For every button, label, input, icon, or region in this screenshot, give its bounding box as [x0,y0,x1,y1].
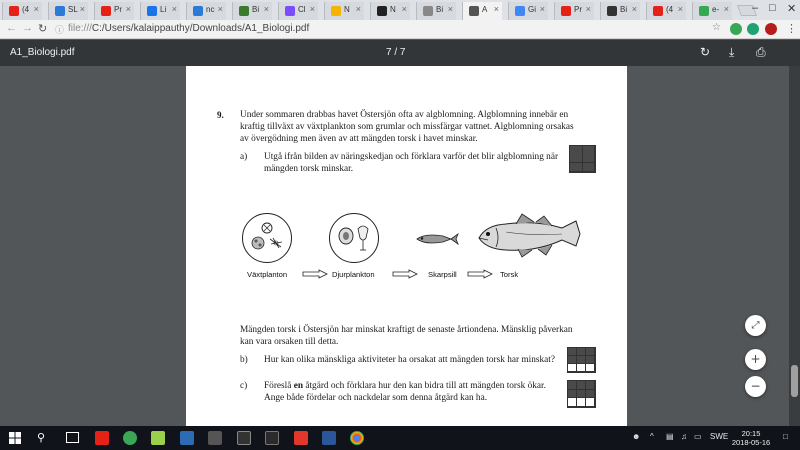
points-cell [583,146,596,163]
points-cell [577,348,586,356]
fit-page-button[interactable]: ⤢ [745,315,766,336]
tab-title: e- [712,5,720,14]
part-a-label: a) [240,152,248,162]
part-b-label: b) [240,355,248,365]
tab-favicon-icon [55,6,65,16]
tray-chevron-icon[interactable]: ^ [650,432,654,441]
points-cell [577,390,586,399]
tab-close-icon[interactable]: × [33,4,39,14]
browser-tab[interactable] [186,2,226,20]
tab-favicon-icon [469,6,479,16]
points-box-b [567,347,596,373]
browser-tab[interactable] [2,2,42,20]
tab-title: SL [68,5,78,14]
tab-close-icon[interactable]: × [263,4,269,14]
task-view-icon[interactable] [66,432,79,443]
clock-time: 20:15 [741,429,761,438]
tab-title: Bi [252,5,260,14]
forward-icon[interactable]: → [22,22,33,34]
tab-title: N [390,5,396,14]
points-cell [583,163,596,172]
chain-label-phytoplankton: Växtplanton [247,270,288,279]
pdf-page [186,66,627,426]
extension-g-icon[interactable] [730,23,742,35]
chain-arrow-icon [302,269,328,279]
phytoplankton-image [242,213,292,263]
print-icon[interactable]: ⎙ [756,45,766,59]
clock-date: 2018-05-16 [731,438,771,447]
points-cell [568,381,577,390]
notification-icon[interactable]: □ [783,432,788,441]
points-cell [568,364,577,372]
tab-title: nc [206,5,215,14]
points-box-c [567,380,596,408]
youtube-app-icon[interactable] [95,431,109,445]
language-indicator[interactable]: SWE [710,432,729,441]
tab-title: (4 [666,5,674,14]
tab-close-icon[interactable]: × [631,4,637,14]
part-c-text [264,380,560,404]
browser-tab[interactable] [324,2,364,20]
points-cell [577,356,586,364]
points-cell [586,381,595,390]
tab-close-icon[interactable]: × [309,4,315,14]
pdf-toolbar [0,40,800,66]
tab-favicon-icon [699,6,709,16]
url-path: C:/Users/kalaippauthy/Downloads/A1_Biologi.pdf [91,23,310,34]
zoom-in-button[interactable]: + [745,349,766,370]
network-icon[interactable]: ▤ [666,432,674,441]
tab-favicon-icon [101,6,111,16]
points-cell [568,390,577,399]
tab-close-icon[interactable]: × [723,4,729,14]
zoom-out-button[interactable]: − [745,376,766,397]
browser-tab[interactable] [462,2,502,20]
page-indicator: 7 / 7 [386,47,406,58]
tab-title: Bi [436,5,444,14]
chain-label-cod: Torsk [500,270,519,279]
chain-label-sprat: Skarpsill [428,270,457,279]
tab-title: (4 [22,5,30,14]
bookmark-star-icon[interactable]: ☆ [712,22,721,33]
extension-grammar-icon[interactable] [747,23,759,35]
windows-start-icon[interactable] [9,432,21,444]
chain-label-zooplankton: Djurplankton [332,270,375,279]
people-icon[interactable]: ☻ [632,432,641,441]
scrollbar-thumb[interactable] [791,365,798,397]
tab-title: Bi [620,5,628,14]
tab-favicon-icon [423,6,433,16]
tab-close-icon[interactable]: × [125,4,131,14]
part-c-text-emphasis: en [293,381,304,391]
sprat-fish-image [415,232,459,246]
tab-close-icon[interactable]: × [585,4,591,14]
app-dark-icon[interactable] [265,431,279,445]
part-c-text-start: Föreslå [264,381,294,391]
tab-close-icon[interactable]: × [401,4,407,14]
question-number: 9. [217,110,224,120]
volume-icon[interactable]: ♫ [681,432,687,441]
part-c-label: c) [240,381,248,391]
browser-tab[interactable] [278,2,318,20]
points-cell [586,356,595,364]
points-cell [570,163,583,172]
tab-close-icon[interactable]: × [171,4,177,14]
tab-strip [0,0,800,20]
browser-tab[interactable] [232,2,272,20]
points-cell [586,348,595,356]
tab-favicon-icon [561,6,571,16]
page-info-icon[interactable]: ⓘ [55,25,65,35]
word-app-icon[interactable] [322,431,336,445]
points-cell [570,146,583,163]
points-cell [577,364,586,372]
tab-title: Li [160,5,167,14]
chain-arrow-icon [467,269,493,279]
middle-text: Mängden torsk i Östersjön har minskat kraftigt de senaste årtiondena. Mänsklig påverkan kan vara orsaken till detta. [240,325,573,347]
browser-tab[interactable] [600,2,640,20]
chrome-app-icon[interactable] [350,431,364,445]
zooplankton-image [329,213,379,263]
points-box-a [569,145,596,173]
tab-title: N [344,5,350,14]
taskbar [0,426,800,450]
extension-red-icon[interactable] [765,23,777,35]
tab-title: Cl [298,5,306,14]
battery-icon[interactable]: ▭ [694,432,702,441]
browser-tab[interactable] [646,2,686,20]
part-b-text: Hur kan olika mänskliga aktiviteter ha orsakat att mängden torsk har minskat? [264,355,555,365]
points-cell [568,398,577,407]
browser-tab[interactable] [48,2,88,20]
address-toolbar [0,20,800,39]
tab-title: Gi [528,5,536,14]
part-c-text-end: åtgärd och förklara hur den kan bidra till att mängden torsk ökar. Ange både fördelar och nackdelar som denna åtgärd kan ha. [264,381,546,403]
tab-title: Pr [574,5,582,14]
browser-tab[interactable] [692,2,732,20]
pdf-viewer[interactable] [0,66,800,426]
points-cell [577,381,586,390]
epic-games-icon[interactable] [237,431,251,445]
tab-favicon-icon [9,6,19,16]
tab-favicon-icon [239,6,249,16]
photos-app-icon[interactable] [180,431,194,445]
browser-tab[interactable] [370,2,410,20]
tab-close-icon[interactable]: × [539,4,545,14]
tab-favicon-icon [653,6,663,16]
tab-favicon-icon [515,6,525,16]
tab-favicon-icon [607,6,617,16]
address-bar[interactable] [68,23,309,34]
minimize-icon[interactable]: – [752,2,759,14]
zooplankton-drawing [330,214,378,262]
points-cell [586,364,595,372]
tab-close-icon[interactable]: × [79,4,85,14]
browser-tab[interactable] [416,2,456,20]
app-lime-icon[interactable] [151,431,165,445]
menu-dots-icon[interactable]: ⋮ [786,23,797,35]
points-cell [586,390,595,399]
maximize-icon[interactable]: □ [769,2,776,14]
chain-arrow-icon [392,269,418,279]
tab-close-icon[interactable]: × [677,4,683,14]
tab-close-icon[interactable]: × [447,4,453,14]
browser-tab[interactable] [94,2,134,20]
cod-fish-image [476,212,586,258]
part-a-text: Utgå ifrån bilden av näringskedjan och förklara varför det blir algblomning när mängden torsk minskar. [264,152,559,174]
rotate-icon[interactable]: ↻ [700,45,711,59]
browser-tab[interactable] [140,2,180,20]
points-cell [568,356,577,364]
tab-close-icon[interactable]: × [355,4,361,14]
back-icon[interactable]: ← [6,22,17,34]
tab-title: A [482,5,488,14]
browser-tab[interactable] [508,2,548,20]
download-icon[interactable]: ⤓ [729,45,735,59]
tab-title: Pr [114,5,122,14]
app-green-icon[interactable] [123,431,137,445]
reload-icon[interactable]: ↻ [38,23,48,35]
tab-favicon-icon [331,6,341,16]
browser-tab[interactable] [554,2,594,20]
pdf-filename: A1_Biologi.pdf [10,47,75,58]
tab-favicon-icon [285,6,295,16]
search-icon[interactable]: ⚲ [37,431,46,444]
tab-favicon-icon [377,6,387,16]
clock[interactable] [729,429,773,447]
app-grey-icon[interactable] [208,431,222,445]
app-red-icon[interactable] [294,431,308,445]
close-window-icon[interactable]: ✕ [787,3,797,15]
tab-favicon-icon [147,6,157,16]
points-cell [577,398,586,407]
tab-close-icon[interactable]: × [493,4,499,14]
tab-close-icon[interactable]: × [217,4,223,14]
points-cell [568,348,577,356]
tab-favicon-icon [193,6,203,16]
phytoplankton-drawing [243,214,291,262]
url-scheme: file:/// [68,23,92,34]
points-cell [586,398,595,407]
question-intro: Under sommaren drabbas havet Östersjön ofta av algblomning. Algblomning innebär en kraftig tillväxt av växtplankton som grumlar och missfärgar vattnet. Algblomning orsakas av övergödning men även av att mängden torsk i havet minskar. [240,110,574,144]
